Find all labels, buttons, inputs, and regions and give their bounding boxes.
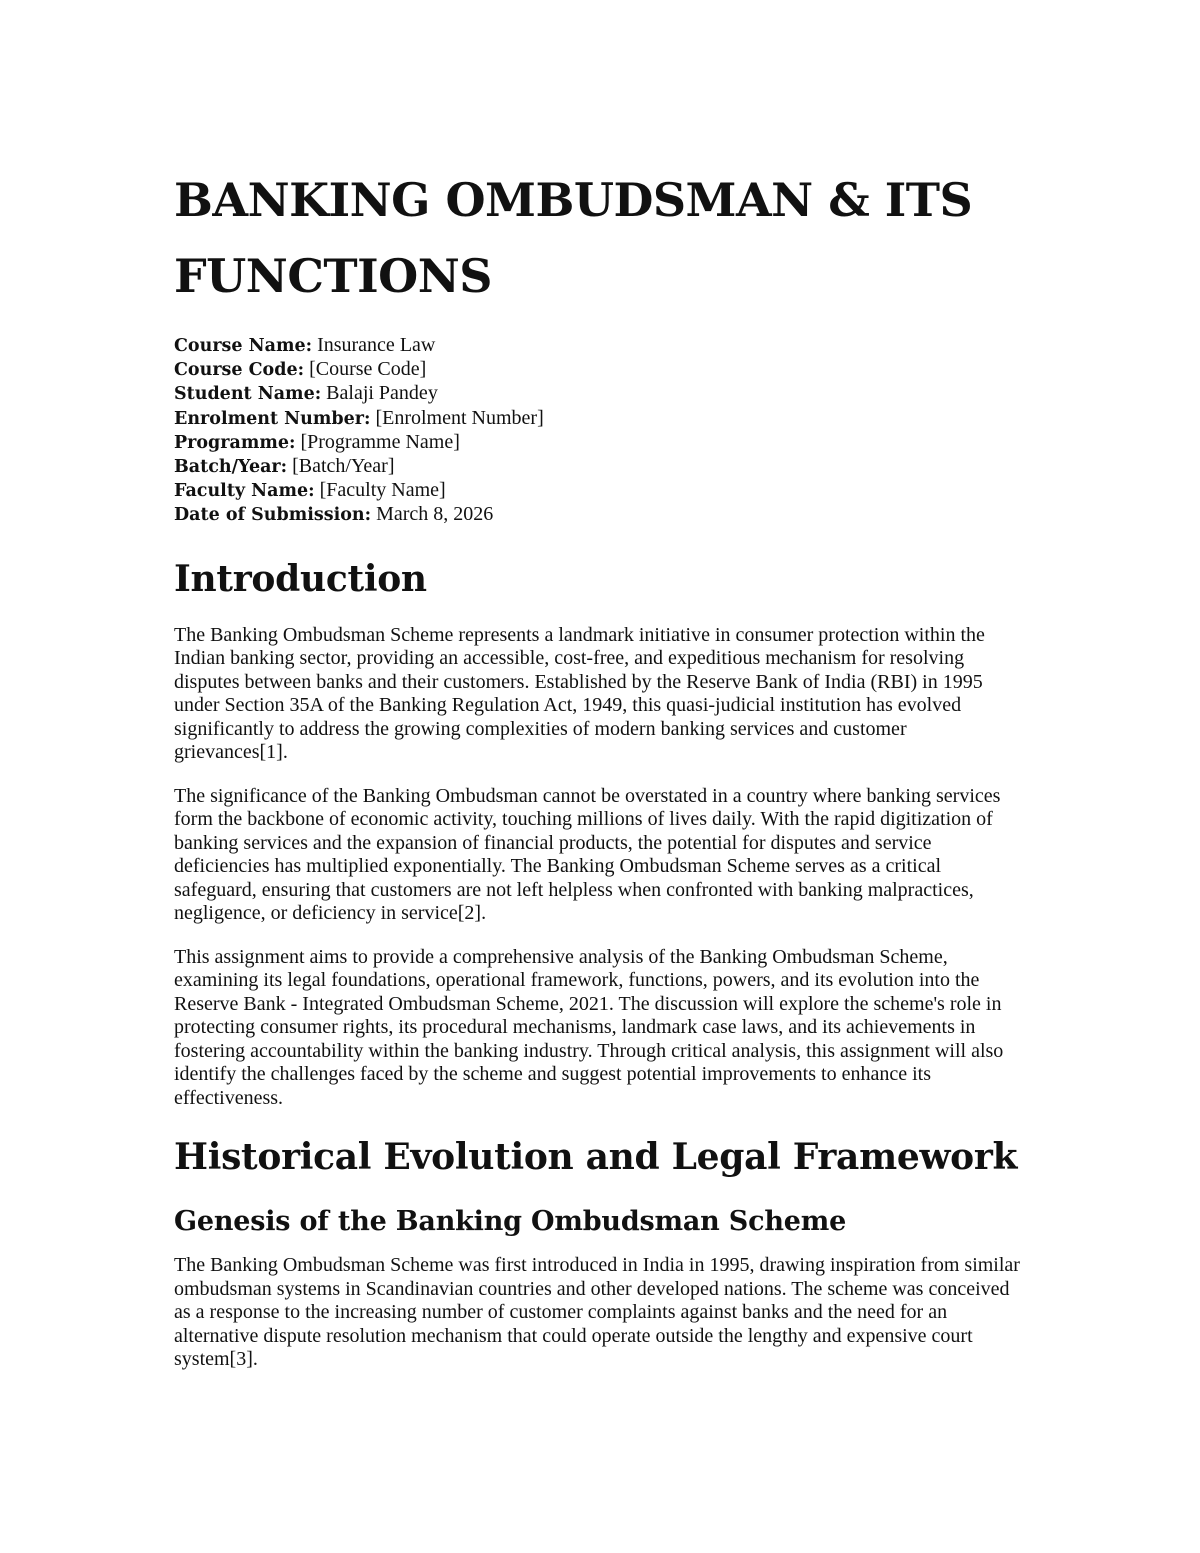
introduction-paragraph-1: The Banking Ombudsman Scheme represents a landmark initiative in consumer protection within the Indian banking sector, providing an accessible, cost-free, and expeditious mechanism for resolving disputes between banks and their customers. Established by the Reserve Bank of India (RBI) in 1995 under Section 35A of the Banking Regulation Act, 1949, this quasi-judicial institution has evolved significantly to address the growing complexities of modern banking services and customer grievances[1]. <box>174 623 985 764</box>
metadata-block <box>174 334 1024 528</box>
historical-heading: Historical Evolution and Legal Framework <box>174 1136 1018 1179</box>
meta-enrolment-number <box>174 407 1024 431</box>
introduction-heading: Introduction <box>174 557 427 600</box>
meta-course-name <box>174 334 1024 358</box>
meta-value: [Faculty Name] <box>319 479 446 502</box>
meta-student-name <box>174 382 1024 406</box>
genesis-subheading: Genesis of the Banking Ombudsman Scheme <box>174 1206 847 1238</box>
meta-label: Course Name: <box>174 336 313 356</box>
meta-programme <box>174 431 1024 455</box>
introduction-paragraph-2: The significance of the Banking Ombudsman cannot be overstated in a country where banking services form the backbone of economic activity, touching millions of lives daily. With the rapid digitization of banking services and the expansion of financial products, the potential for disputes and service deficiencies has multiplied exponentially. The Banking Ombudsman Scheme serves as a critical safeguard, ensuring that customers are not left helpless when confronted with banking malpractices, negligence, or deficiency in service[2]. <box>174 784 1001 925</box>
meta-value: [Batch/Year] <box>292 455 395 478</box>
meta-value: [Course Code] <box>309 358 427 381</box>
meta-label: Course Code: <box>174 360 305 381</box>
introduction-paragraph-3: This assignment aims to provide a comprehensive analysis of the Banking Ombudsman Scheme, examining its legal foundations, operational framework, functions, powers, and its evolution into the Reserve Bank - Integrated Ombudsman Scheme, 2021. The discussion will explore the scheme's role in protecting consumer rights, its procedural mechanisms, landmark case laws, and its achievements in fostering accountability within the banking industry. Through critical analysis, this assignment will also identify the challenges faced by the scheme and suggest potential improvements to enhance its effectiveness. <box>174 945 1004 1109</box>
meta-faculty-name <box>174 479 1024 503</box>
meta-date-of-submission <box>174 503 1024 527</box>
meta-label: Student Name: <box>174 384 322 405</box>
meta-value: March 8, 2026 <box>376 503 494 526</box>
document-title: BANKING OMBUDSMAN & ITS FUNCTIONS <box>174 173 973 303</box>
meta-value: Insurance Law <box>317 334 436 356</box>
meta-label: Enrolment Number: <box>174 408 371 429</box>
meta-label: Batch/Year: <box>174 457 288 478</box>
meta-label: Programme: <box>174 432 296 453</box>
meta-batch-year <box>174 455 1024 479</box>
document-page <box>174 162 1024 1392</box>
meta-value: [Programme Name] <box>300 430 460 453</box>
meta-course-code <box>174 358 1024 382</box>
meta-value: Balaji Pandey <box>326 382 438 405</box>
meta-label: Faculty Name: <box>174 481 315 502</box>
meta-value: [Enrolment Number] <box>375 406 544 429</box>
genesis-paragraph-1: The Banking Ombudsman Scheme was first introduced in India in 1995, drawing inspiration from similar ombudsman systems in Scandinavian countries and other developed nations. The scheme was conceived as a response to the increasing number of customer complaints against banks and the need for an alternative dispute resolution mechanism that could operate outside the lengthy and expensive court system[3]. <box>174 1254 1020 1371</box>
meta-label: Date of Submission: <box>174 505 372 526</box>
